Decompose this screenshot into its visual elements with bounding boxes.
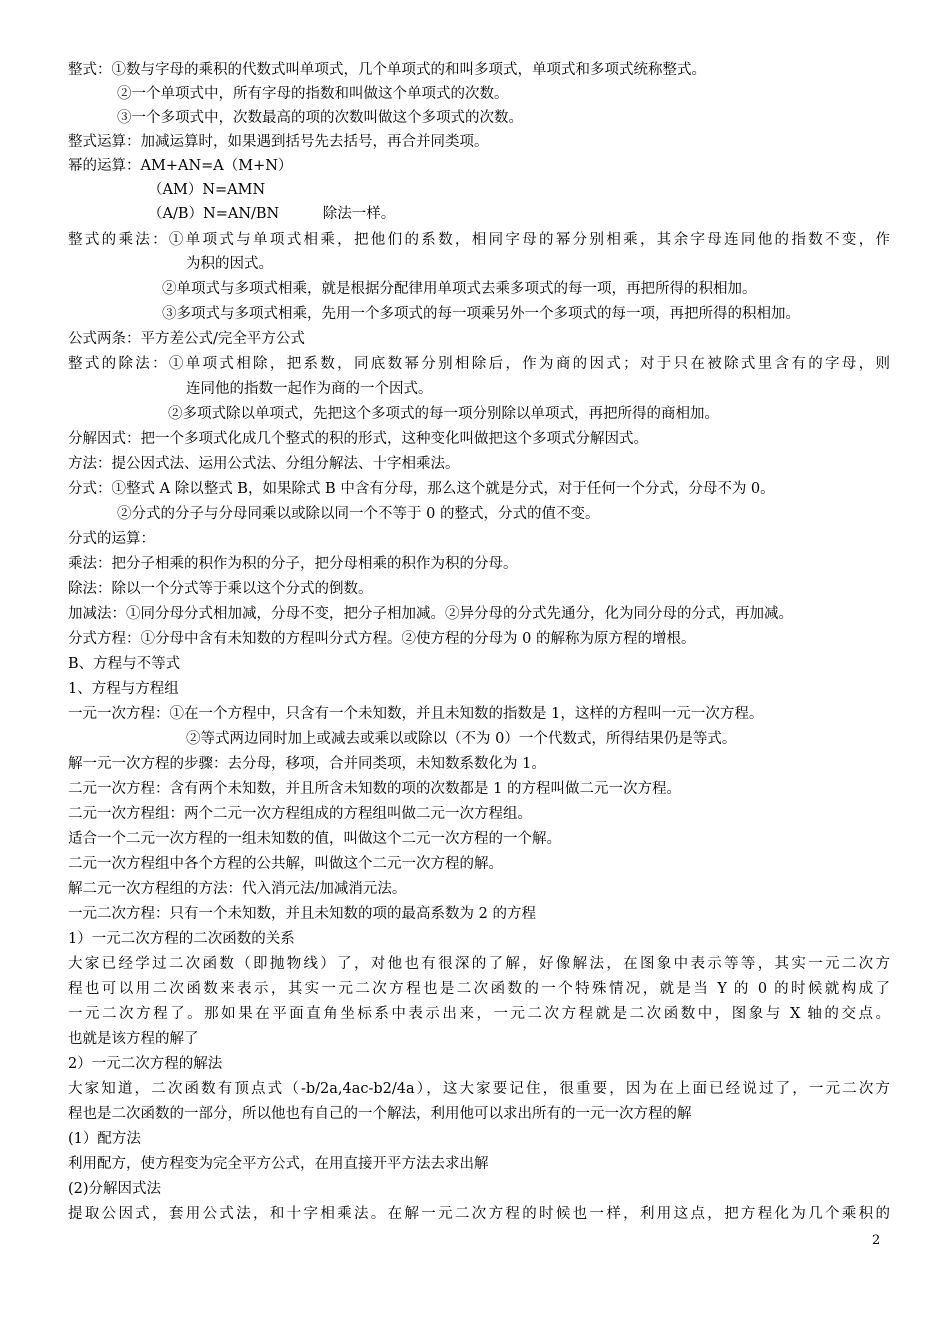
text-line: 提取公因式，套用公式法，和十字相乘法。在解一元二次方程的时候也一样，利用这点，把方程化为几个乘积的 (68, 1206, 890, 1222)
text-line: 整式的乘法：①单项式与单项式相乘，把他们的系数，相同字母的幂分别相乘，其余字母连同他的指数不变，作 (68, 232, 890, 248)
text-line: 大家已经学过二次函数（即抛物线）了，对他也有很深的了解，好像解法，在图象中表示等等，其实一元二次方 (68, 956, 890, 972)
text-line: 解一元一次方程的步骤：去分母，移项，合并同类项，未知数系数化为 1。 (68, 756, 546, 772)
text-line: 整式：①数与字母的乘积的代数式叫单项式，几个单项式的和叫多项式，单项式和多项式统称整式。 (68, 62, 706, 78)
text-line: 乘法：把分子相乘的积作为积的分子，把分母相乘的积作为积的分母。 (68, 556, 518, 572)
text-line: 适合一个二元一次方程的一组未知数的值，叫做这个二元一次方程的一个解。 (68, 831, 561, 847)
text-line: 加减法：①同分母分式相加减，分母不变，把分子相加减。②异分母的分式先通分，化为同分母的分式，再加减。 (68, 606, 793, 622)
text-line: 分式：①整式 A 除以整式 B，如果除式 B 中含有分母，那么这个就是分式，对于任何一个分式，分母不为 0。 (68, 481, 775, 497)
text-line: 连同他的指数一起作为商的一个因式。 (186, 381, 433, 397)
text-line: 1、方程与方程组 (68, 681, 179, 697)
text-line: 大家知道，二次函数有顶点式（-b/2a,4ac-b2/4a），这大家要记住，很重要，因为在上面已经说过了，一元二次方 (68, 1081, 890, 1097)
text-line: （AM）N=AMN (148, 182, 266, 198)
text-line: 整式运算：加减运算时，如果遇到括号先去括号，再合并同类项。 (68, 134, 489, 150)
text-line: 二元一次方程组：两个二元一次方程组成的方程组叫做二元一次方程组。 (68, 806, 532, 822)
text-line: 公式两条：平方差公式/完全平方公式 (68, 331, 305, 347)
text-line: 解二元一次方程组的方法：代入消元法/加减消元法。 (68, 881, 407, 897)
text-line: 一元一次方程：①在一个方程中，只含有一个未知数，并且未知数的指数是 1，这样的方程叫一元一次方程。 (68, 706, 764, 722)
text-line: 为积的因式。 (186, 256, 273, 272)
text-line: ②多项式除以单项式，先把这个多项式的每一项分别除以单项式，再把所得的商相加。 (168, 406, 719, 422)
text-line: 分式方程：①分母中含有未知数的方程叫分式方程。②使方程的分母为 0 的解称为原方程的增根。 (68, 631, 696, 647)
text-line: ②一个单项式中，所有字母的指数和叫做这个单项式的次数。 (117, 86, 509, 102)
text-line: 除法：除以一个分式等于乘以这个分式的倒数。 (68, 581, 373, 597)
text-line: 分式的运算： (68, 531, 155, 547)
text-line: 也就是该方程的解了 (68, 1031, 199, 1047)
text-line: (1）配方法 (68, 1131, 141, 1147)
page-number: 2 (872, 1233, 881, 1248)
text-line: 整式的除法：①单项式相除，把系数，同底数幂分别相除后，作为商的因式；对于只在被除式里含有的字母，则 (68, 356, 890, 372)
text-line: 一元二次方程：只有一个未知数，并且未知数的项的最高系数为 2 的方程 (68, 906, 536, 922)
text-line: ③多项式与多项式相乘，先用一个多项式的每一项乘另外一个多项式的每一项，再把所得的积相加。 (162, 306, 800, 322)
text-line: 利用配方，使方程变为完全平方公式，在用直接开平方法去求出解 (68, 1156, 489, 1172)
text-line: ③一个多项式中，次数最高的项的次数叫做这个多项式的次数。 (117, 110, 523, 126)
text-line: (2)分解因式法 (68, 1181, 162, 1197)
text-line: 程也可以用二次函数来表示，其实一元二次方程也是二次函数的一个特殊情况，就是当 Y 的 0 的时候就构成了 (68, 981, 890, 997)
text-line: ②单项式与多项式相乘，就是根据分配律用单项式去乘多项式的每一项，再把所得的积相加。 (162, 281, 757, 297)
text-line: 方法：提公因式法、运用公式法、分组分解法、十字相乘法。 (68, 456, 460, 472)
text-line: 二元一次方程组中各个方程的公共解，叫做这个二元一次方程的解。 (68, 856, 503, 872)
text-line: 二元一次方程：含有两个未知数，并且所含未知数的项的次数都是 1 的方程叫做二元一次方程。 (68, 781, 681, 797)
text-line: 2）一元二次方程的解法 (68, 1056, 223, 1072)
text-line: 一元二次方程了。那如果在平面直角坐标系中表示出来，一元二次方程就是二次函数中，图象与 X 轴的交点。 (68, 1006, 890, 1022)
text-line: 幂的运算：AM+AN=A（M+N） (68, 158, 293, 174)
text-line: ②等式两边同时加上或减去或乘以或除以（不为 0）一个代数式，所得结果仍是等式。 (186, 731, 737, 747)
text-line: 程也是二次函数的一部分，所以他也有自己的一个解法，利用他可以求出所有的一元一次方程的解 (68, 1106, 692, 1122)
text-line: 分解因式：把一个多项式化成几个整式的积的形式，这种变化叫做把这个多项式分解因式。 (68, 431, 648, 447)
text-line: 1）一元二次方程的二次函数的关系 (68, 931, 295, 947)
text-line: （A/B）N=AN/BN 除法一样。 (148, 206, 396, 222)
text-line: ②分式的分子与分母同乘以或除以同一个不等于 0 的整式，分式的值不变。 (117, 506, 600, 522)
text-line: B、方程与不等式 (68, 656, 181, 672)
